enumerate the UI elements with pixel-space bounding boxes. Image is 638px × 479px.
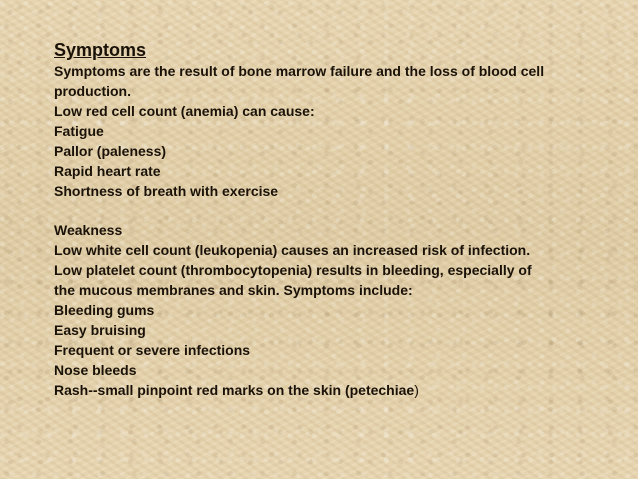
body-line-17 [54,380,614,400]
body-line-3: Low red cell count (anemia) can cause: [54,103,315,119]
body-line-5: Pallor (paleness) [54,143,167,159]
slide [54,39,614,400]
body-line-10: Low white cell count (leukopenia) causes an increased risk of infection. [54,242,531,258]
body-line-4: Fatigue [54,123,104,139]
body-line-7: Shortness of breath with exercise [54,183,279,199]
slide-body [54,61,614,400]
body-line-9: Weakness [54,222,123,238]
slide-title: Symptoms [54,40,147,60]
body-line-6: Rapid heart rate [54,163,161,179]
body-line-12: the mucous membranes and skin. Symptoms include: [54,282,413,298]
blank-line-spacer [54,201,614,220]
body-line-2: production. [54,83,131,99]
body-line-17-tail: ) [414,382,419,398]
body-line-16: Nose bleeds [54,362,137,378]
body-line-11: Low platelet count (thrombocytopenia) results in bleeding, especially of [54,262,532,278]
body-line-13: Bleeding gums [54,302,155,318]
body-line-15: Frequent or severe infections [54,342,251,358]
body-line-17-main: Rash--small pinpoint red marks on the skin (petechiae [54,382,415,398]
body-line-1: Symptoms are the result of bone marrow failure and the loss of blood cell [54,63,545,79]
body-line-14: Easy bruising [54,322,146,338]
